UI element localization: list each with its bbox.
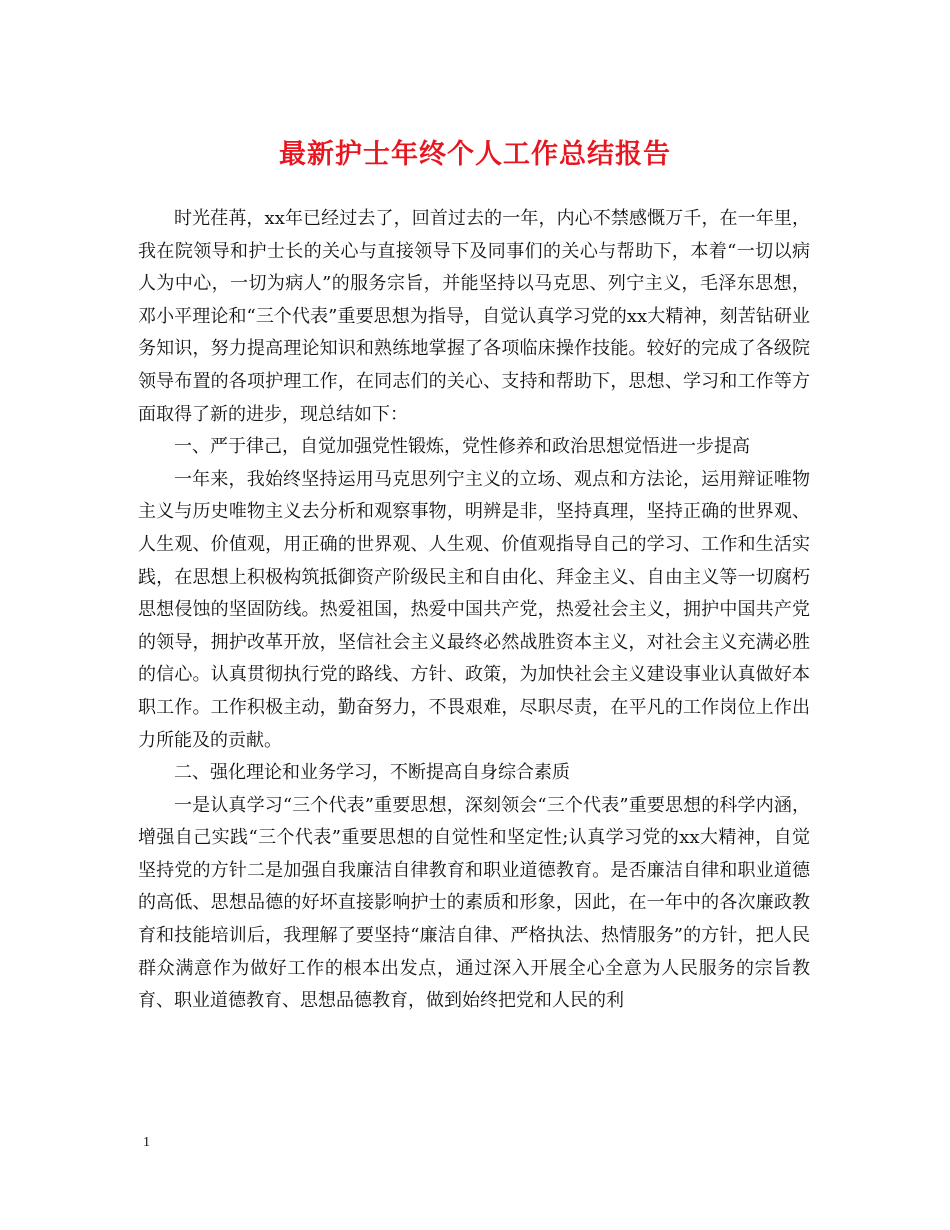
section-heading-1: 一、严于律己，自觉加强党性锻炼，党性修养和政治思想觉悟进一步提高 [174, 436, 750, 458]
paragraph-section-1: 一年来，我始终坚持运用马克思列宁主义的立场、观点和方法论，运用辩证唯物主义与历史唯物主义去分析和观察事物，明辨是非，坚持真理，坚持正确的世界观、人生观、价值观，用正确的世界观、人生观、价值观指导自己的学习、工作和生活实践，在思想上积极构筑抵御资产阶级民主和自由化、拜金主义、自由主义等一切腐朽思想侵蚀的坚固防线。热爱祖国，热爱中国共产党，热爱社会主义，拥护中国共产党的领导，拥护改革开放，坚信社会主义最终必然战胜资本主义，对社会主义充满必胜的信心。认真贯彻执行党的路线、方针、政策，为加快社会主义建设事业认真做好本职工作。工作积极主动，勤奋努力，不畏艰难，尽职尽责，在平凡的工作岗位上作出力所能及的贡献。 [138, 468, 810, 751]
paragraph-section-2: 一是认真学习“三个代表”重要思想，深刻领会“三个代表”重要思想的科学内涵，增强自己实践“三个代表”重要思想的自觉性和坚定性;认真学习党的xx大精神，自觉坚持党的方针二是加强自我廉洁自律教育和职业道德教育。是否廉洁自律和职业道德的高低、思想品德的好坏直接影响护士的素质和形象，因此，在一年中的各次廉政教育和技能培训后，我理解了要坚持“廉洁自律、严格执法、热情服务”的方针，把人民群众满意作为做好工作的根本出发点，通过深入开展全心全意为人民服务的宗旨教育、职业道德教育、思想品德教育，做到始终把党和人民的利 [138, 794, 810, 1012]
document-body [138, 203, 810, 1018]
document-title: 最新护士年终个人工作总结报告 [279, 139, 671, 170]
section-heading-2: 二、强化理论和业务学习，不断提高自身综合素质 [174, 762, 570, 784]
page-number: 1 [143, 1135, 150, 1150]
paragraph-intro: 时光荏苒，xx年已经过去了，回首过去的一年，内心不禁感慨万千，在一年里，我在院领导和护士长的关心与直接领导下及同事们的关心与帮助下，本着“一切以病人为中心，一切为病人”的服务宗旨，并能坚持以马克思、列宁主义，毛泽东思想，邓小平理论和“三个代表”重要思想为指导，自觉认真学习党的xx大精神，刻苦钻研业务知识，努力提高理论知识和熟练地掌握了各项临床操作技能。较好的完成了各级院领导布置的各项护理工作，在同志们的关心、支持和帮助下，思想、学习和工作等方面取得了新的进步，现总结如下： [138, 208, 810, 425]
